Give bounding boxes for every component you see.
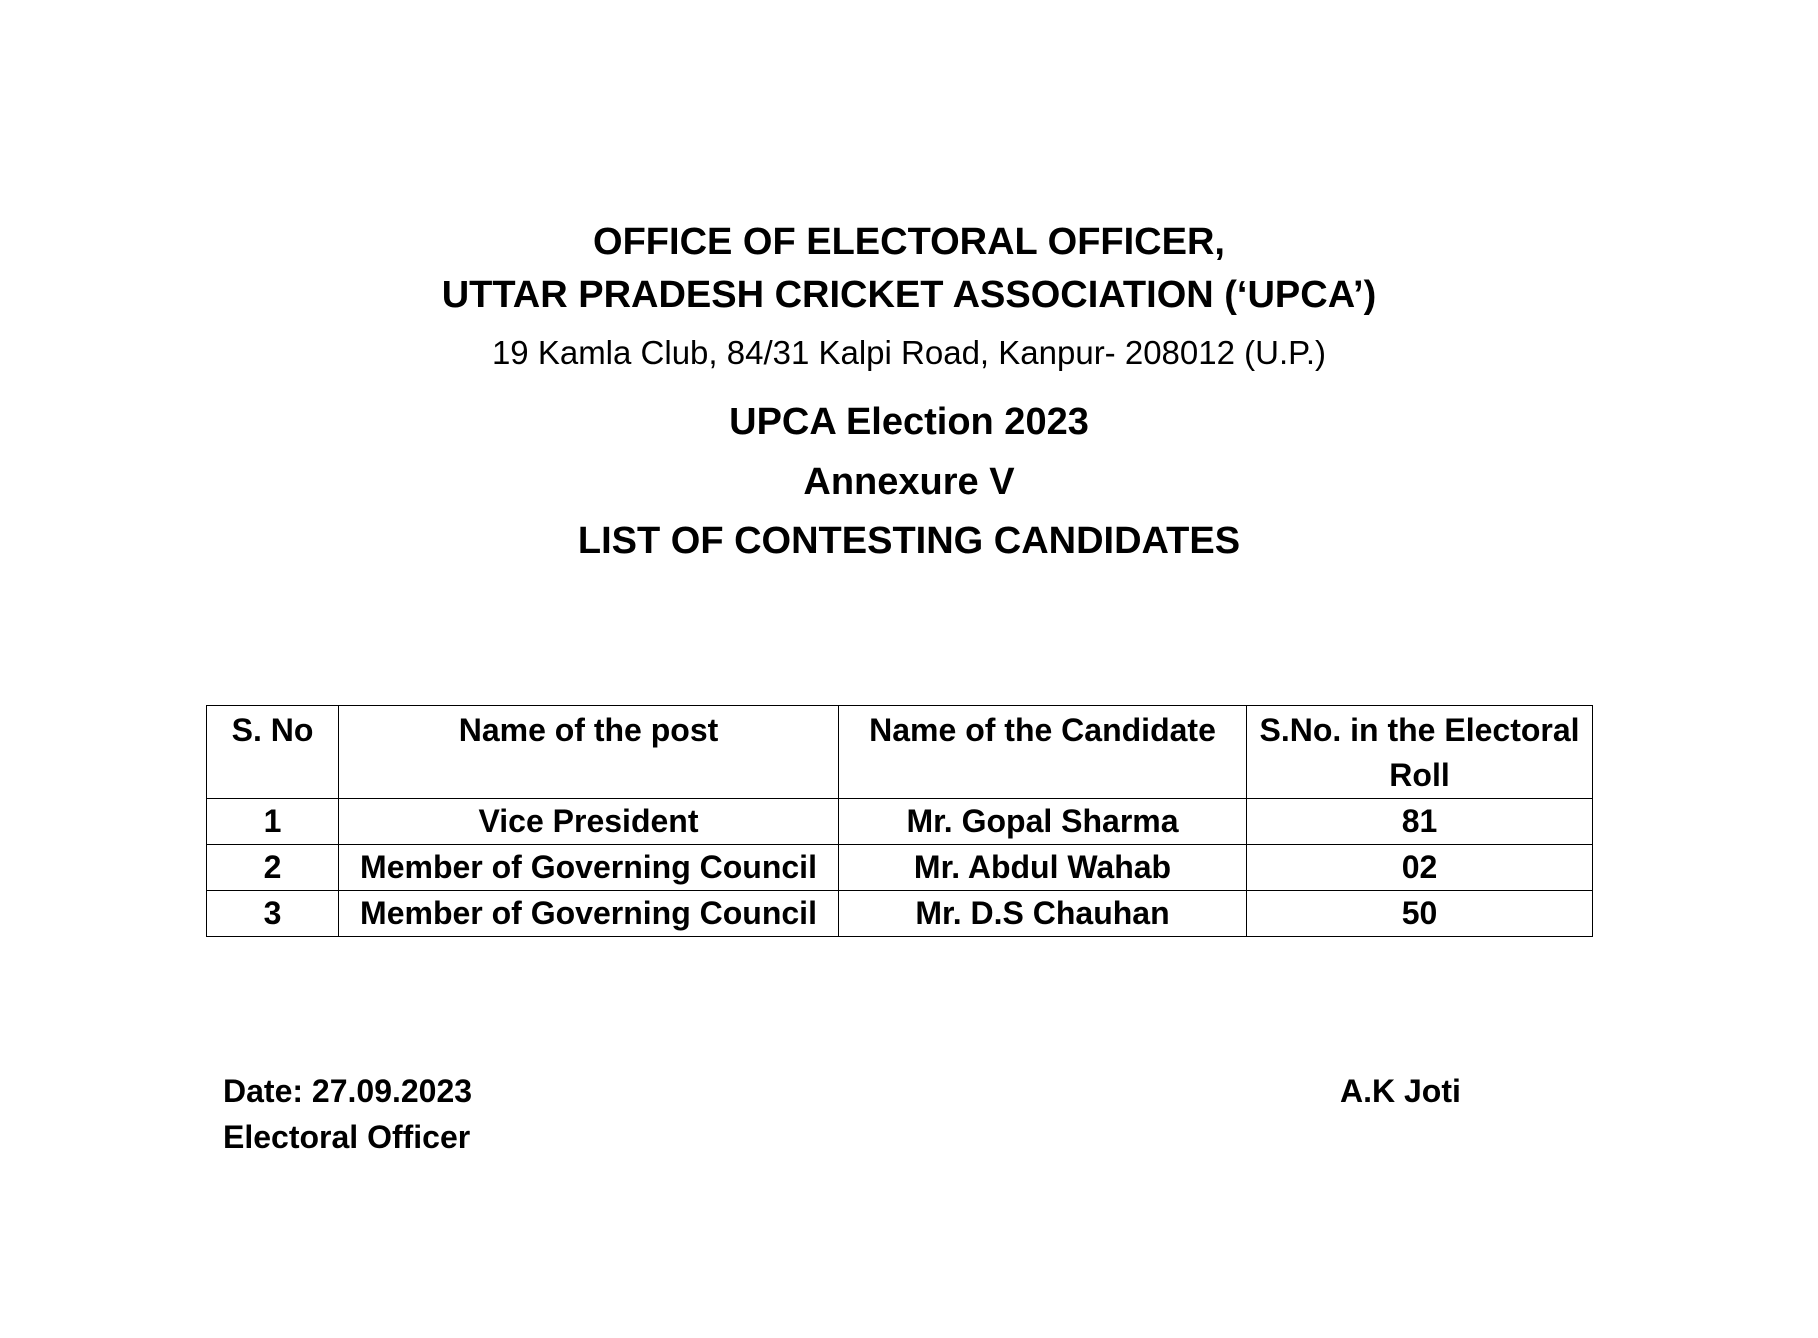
cell-sno: 2 (207, 845, 339, 891)
list-title: LIST OF CONTESTING CANDIDATES (577, 520, 1241, 562)
table-row (207, 799, 1593, 845)
column-header-post: Name of the post (339, 706, 839, 799)
column-header-sno: S. No (207, 706, 339, 799)
cell-sno: 1 (207, 799, 339, 845)
cell-post: Member of Governing Council (339, 891, 839, 937)
office-heading: OFFICE OF ELECTORAL OFFICER, (593, 221, 1225, 263)
table-header-row (207, 706, 1593, 799)
cell-candidate: Mr. Abdul Wahab (839, 845, 1247, 891)
signatory-name: A.K Joti (1340, 1073, 1461, 1109)
table-row (207, 845, 1593, 891)
address-line: 19 Kamla Club, 84/31 Kalpi Road, Kanpur- 208012 (U.P.) (491, 334, 1327, 371)
cell-post: Member of Governing Council (339, 845, 839, 891)
annexure-label: Annexure V (803, 461, 1015, 503)
date-label: Date: 27.09.2023 (223, 1073, 473, 1109)
cell-candidate: Mr. Gopal Sharma (839, 799, 1247, 845)
table-row (207, 891, 1593, 937)
cell-post: Vice President (339, 799, 839, 845)
cell-candidate: Mr. D.S Chauhan (839, 891, 1247, 937)
cell-roll-number: 81 (1247, 799, 1593, 845)
cell-roll-number: 02 (1247, 845, 1593, 891)
cell-roll-number: 50 (1247, 891, 1593, 937)
election-title: UPCA Election 2023 (729, 401, 1089, 443)
cell-sno: 3 (207, 891, 339, 937)
column-header-roll-number: S.No. in the Electoral Roll (1247, 706, 1593, 799)
column-header-candidate: Name of the Candidate (839, 706, 1247, 799)
designation-label: Electoral Officer (223, 1119, 471, 1155)
candidates-table (206, 705, 1593, 937)
association-heading: UTTAR PRADESH CRICKET ASSOCIATION (‘UPCA’) (441, 274, 1377, 316)
